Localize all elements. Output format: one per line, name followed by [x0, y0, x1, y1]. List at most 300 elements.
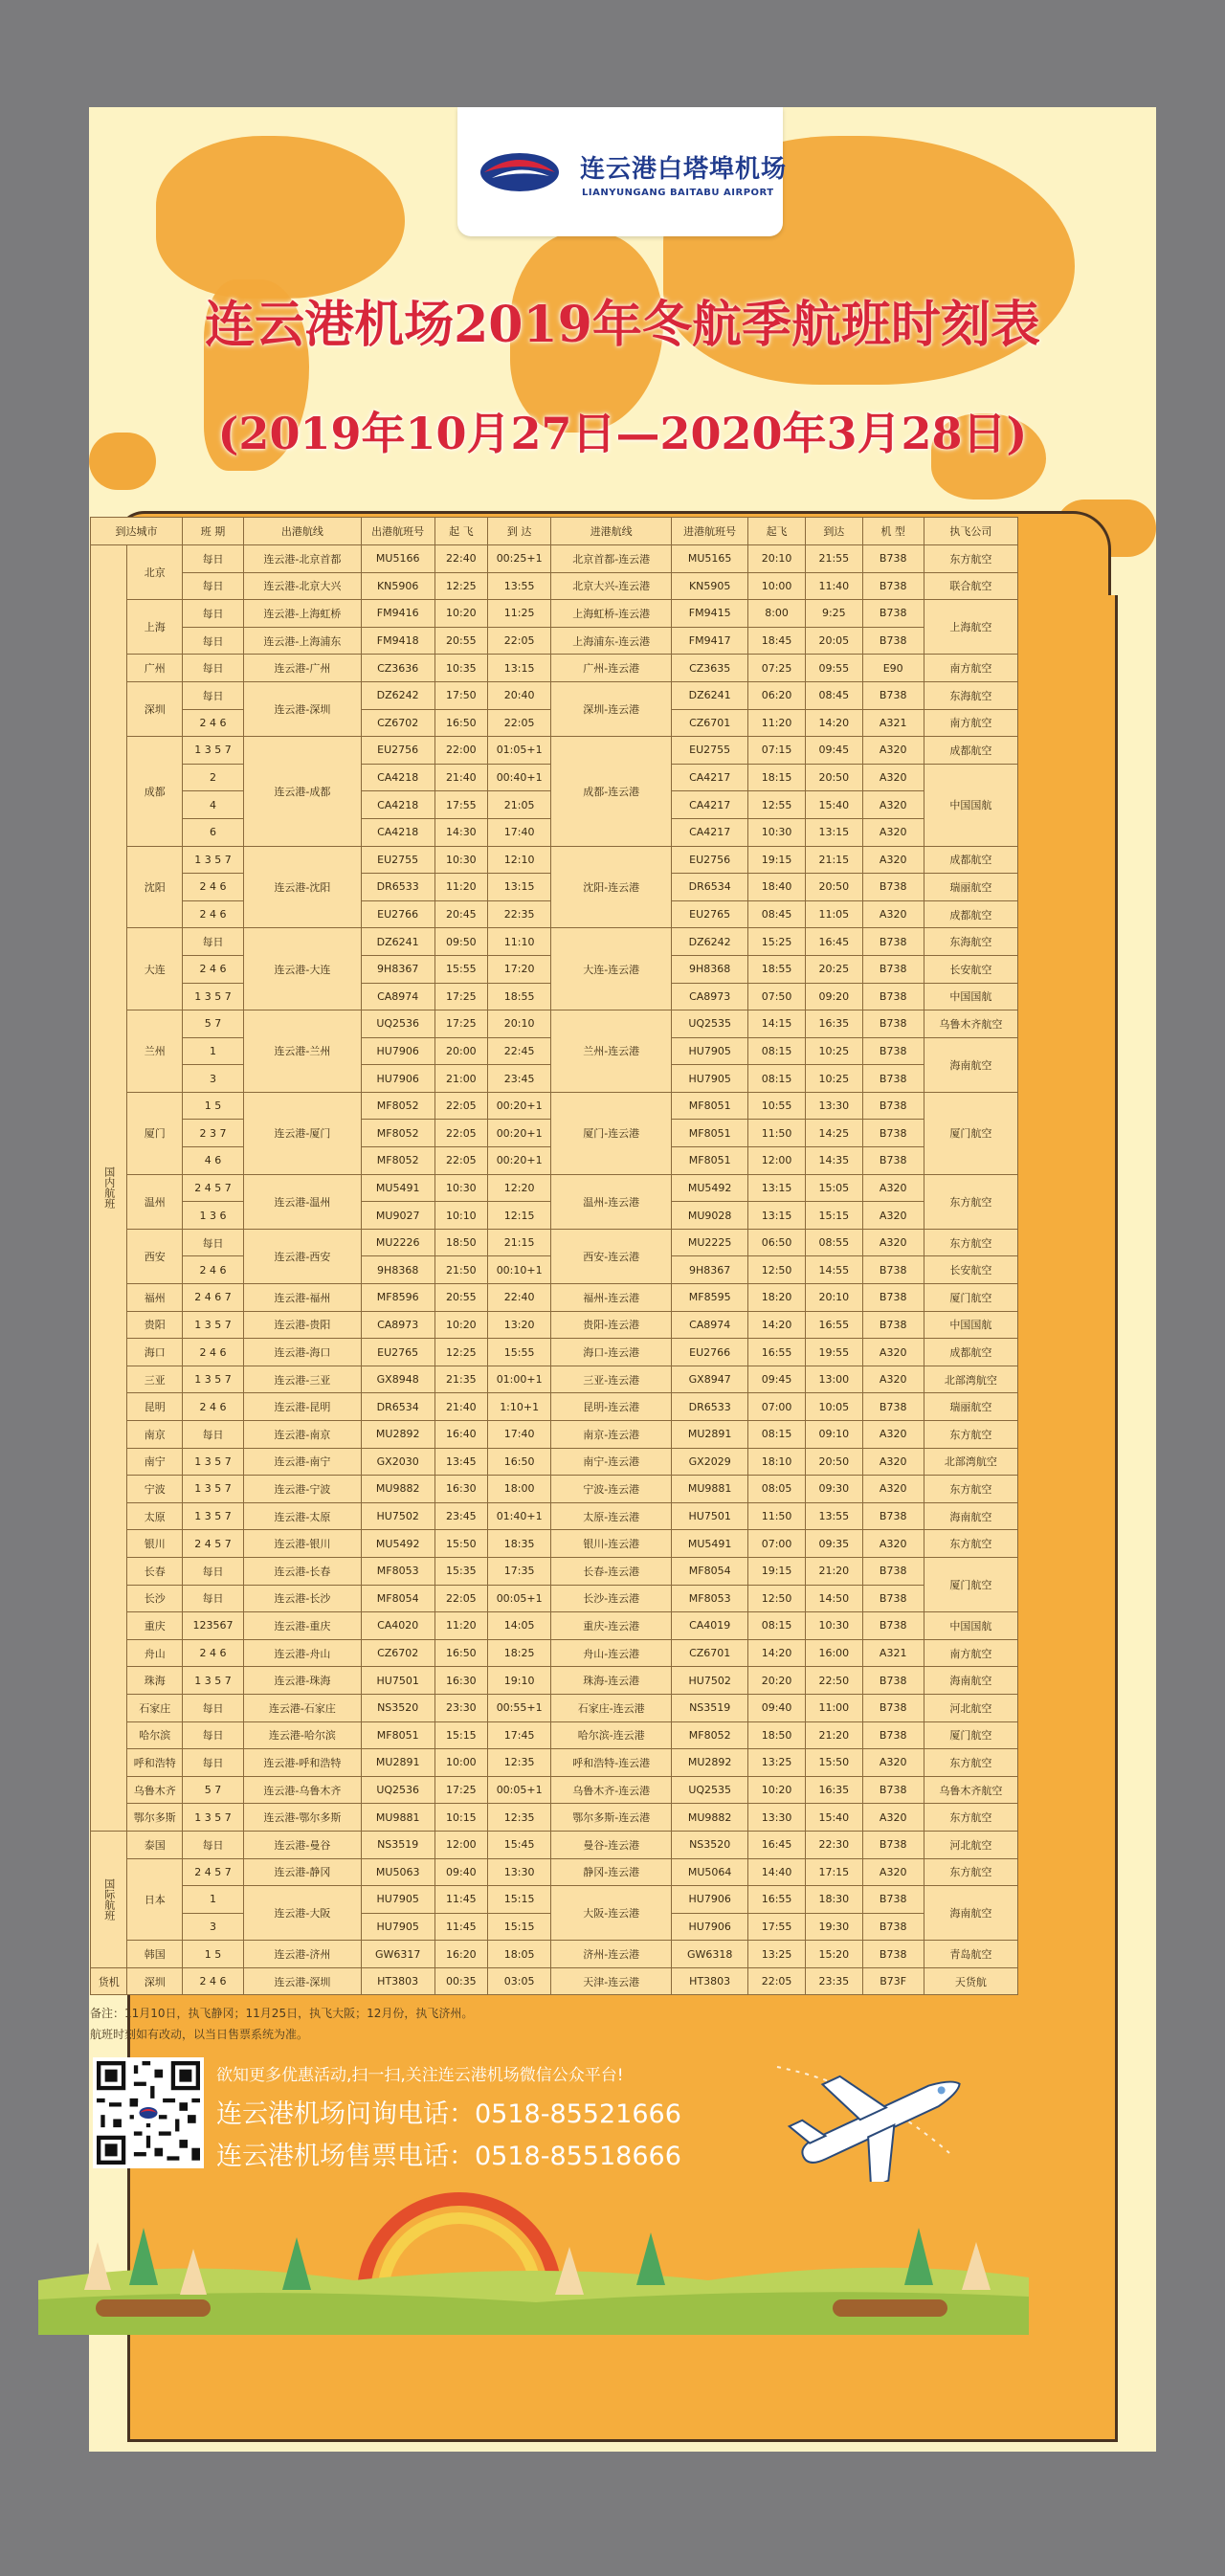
table-cell: CA8973	[672, 983, 748, 1010]
table-cell: 济州-连云港	[551, 1941, 672, 1968]
table-cell: 15:05	[805, 1174, 862, 1202]
table-cell: 08:15	[748, 1612, 806, 1640]
table-cell: HU7906	[672, 1886, 748, 1914]
table-cell: 连云港-沈阳	[244, 846, 362, 928]
table-cell: B738	[862, 928, 924, 956]
table-row	[91, 1585, 1018, 1612]
table-cell: UQ2536	[361, 1776, 434, 1804]
table-cell: 20:10	[488, 1010, 551, 1038]
table-cell: NS3519	[672, 1694, 748, 1721]
table-cell: 2 4 6	[183, 1639, 244, 1667]
table-cell: 瑞丽航空	[924, 1393, 1017, 1421]
table-row	[91, 1174, 1018, 1202]
table-row	[91, 1749, 1018, 1777]
table-cell: A320	[862, 900, 924, 928]
table-cell: A320	[862, 1366, 924, 1393]
table-cell: 21:40	[434, 764, 487, 791]
table-cell: 东方航空	[924, 1229, 1017, 1256]
table-cell: 连云港-曼谷	[244, 1831, 362, 1858]
table-cell: B738	[862, 1612, 924, 1640]
table-cell: 20:00	[434, 1037, 487, 1065]
table-cell: 2 4 6	[183, 955, 244, 983]
table-cell: B738	[862, 1092, 924, 1120]
table-cell: 16:30	[434, 1667, 487, 1695]
table-cell: 13:15	[805, 818, 862, 846]
table-cell: HU7905	[672, 1037, 748, 1065]
column-header: 机 型	[862, 518, 924, 545]
table-cell: 每日	[183, 545, 244, 573]
promo-text: 欲知更多优惠活动,扫一扫,关注连云港机场微信公众平台!	[216, 2066, 624, 2085]
table-cell: 16:45	[748, 1831, 806, 1858]
table-cell: 长沙	[127, 1585, 183, 1612]
table-cell: 珠海-连云港	[551, 1667, 672, 1695]
table-cell: 20:05	[805, 627, 862, 655]
table-cell: 太原-连云港	[551, 1502, 672, 1530]
table-cell: MU9882	[361, 1476, 434, 1503]
table-cell: 1 3 5 7	[183, 1804, 244, 1832]
table-cell: 18:35	[488, 1530, 551, 1558]
table-cell: 上海	[127, 600, 183, 655]
table-cell: 18:50	[434, 1229, 487, 1256]
table-cell: A320	[862, 764, 924, 791]
table-cell: 13:20	[488, 1311, 551, 1339]
table-cell: 19:15	[748, 1557, 806, 1585]
table-cell: 东方航空	[924, 1174, 1017, 1229]
table-cell: 兰州	[127, 1010, 183, 1093]
table-cell: 17:15	[805, 1858, 862, 1886]
table-cell: 8:00	[748, 600, 806, 628]
table-cell: 长安航空	[924, 1256, 1017, 1284]
table-cell: 连云港-厦门	[244, 1092, 362, 1174]
table-cell: 重庆	[127, 1612, 183, 1640]
table-cell: 10:30	[748, 818, 806, 846]
table-cell: 12:00	[434, 1831, 487, 1858]
airport-logo-icon	[479, 151, 561, 193]
table-cell: 鄂尔多斯	[127, 1804, 183, 1832]
table-cell: A320	[862, 1476, 924, 1503]
table-cell: MU2891	[672, 1421, 748, 1449]
table-row	[91, 1339, 1018, 1366]
table-cell: 长春-连云港	[551, 1557, 672, 1585]
table-cell: 连云港-南京	[244, 1421, 362, 1449]
table-cell: 12:50	[748, 1585, 806, 1612]
table-cell: E90	[862, 655, 924, 682]
table-cell: 08:05	[748, 1476, 806, 1503]
table-cell: 连云港-珠海	[244, 1667, 362, 1695]
table-cell: 15:55	[434, 955, 487, 983]
table-cell: 每日	[183, 1557, 244, 1585]
table-cell: 海南航空	[924, 1502, 1017, 1530]
table-cell: HU7502	[672, 1667, 748, 1695]
table-row	[91, 1694, 1018, 1721]
table-row	[91, 846, 1018, 874]
table-cell: 13:00	[805, 1366, 862, 1393]
table-cell: 中国国航	[924, 1612, 1017, 1640]
table-cell: B738	[862, 983, 924, 1010]
table-cell: 00:20+1	[488, 1147, 551, 1175]
table-cell: 东海航空	[924, 681, 1017, 709]
table-cell: 17:35	[488, 1557, 551, 1585]
table-cell: 11:05	[805, 900, 862, 928]
landscape-decoration	[38, 2189, 1029, 2335]
table-cell: UQ2536	[361, 1010, 434, 1038]
table-cell: HU7502	[361, 1502, 434, 1530]
table-cell: CA8974	[361, 983, 434, 1010]
table-cell: 123567	[183, 1612, 244, 1640]
table-cell: 哈尔滨-连云港	[551, 1721, 672, 1749]
table-cell: 深圳	[127, 681, 183, 736]
table-cell: 呼和浩特	[127, 1749, 183, 1777]
table-cell: CA4020	[361, 1612, 434, 1640]
table-cell: 温州	[127, 1174, 183, 1229]
table-cell: 16:55	[748, 1339, 806, 1366]
table-cell: NS3520	[672, 1831, 748, 1858]
table-cell: 2 4 5 7	[183, 1174, 244, 1202]
table-cell: CZ6701	[672, 1639, 748, 1667]
table-cell: A320	[862, 1339, 924, 1366]
table-cell: 17:45	[488, 1721, 551, 1749]
table-cell: 河北航空	[924, 1831, 1017, 1858]
table-row	[91, 1530, 1018, 1558]
column-header: 执飞公司	[924, 518, 1017, 545]
table-body	[91, 545, 1018, 1995]
table-cell: 1 3 5 7	[183, 1667, 244, 1695]
table-cell: 南京-连云港	[551, 1421, 672, 1449]
table-cell: 1 5	[183, 1941, 244, 1968]
table-cell: 4	[183, 791, 244, 819]
table-cell: 15:15	[488, 1913, 551, 1941]
table-row	[91, 737, 1018, 765]
table-cell: 08:45	[748, 900, 806, 928]
table-cell: 每日	[183, 1721, 244, 1749]
table-cell: B738	[862, 1913, 924, 1941]
table-cell: 13:15	[748, 1202, 806, 1230]
table-cell: 12:35	[488, 1804, 551, 1832]
table-cell: 成都航空	[924, 737, 1017, 765]
table-row	[91, 1448, 1018, 1476]
table-cell: MU5491	[672, 1530, 748, 1558]
table-row	[91, 545, 1018, 573]
table-cell: 东方航空	[924, 1804, 1017, 1832]
table-cell: MF8051	[672, 1147, 748, 1175]
table-cell: 珠海	[127, 1667, 183, 1695]
table-cell: 14:20	[748, 1311, 806, 1339]
table-cell: 大连	[127, 928, 183, 1010]
table-cell: DR6534	[361, 1393, 434, 1421]
table-cell: 银川	[127, 1530, 183, 1558]
table-cell: 14:50	[805, 1585, 862, 1612]
table-cell: 温州-连云港	[551, 1174, 672, 1229]
table-cell: 21:20	[805, 1721, 862, 1749]
table-cell: 连云港-宁波	[244, 1476, 362, 1503]
table-cell: 20:10	[805, 1284, 862, 1312]
table-cell: 06:50	[748, 1229, 806, 1256]
table-cell: 11:45	[434, 1913, 487, 1941]
table-cell: EU2755	[361, 846, 434, 874]
table-cell: 18:10	[748, 1448, 806, 1476]
table-cell: 4 6	[183, 1147, 244, 1175]
table-row	[91, 1804, 1018, 1832]
table-cell: 10:20	[748, 1776, 806, 1804]
table-cell: 17:55	[748, 1913, 806, 1941]
table-cell: 银川-连云港	[551, 1530, 672, 1558]
table-cell: B738	[862, 1065, 924, 1093]
table-cell: 16:55	[748, 1886, 806, 1914]
table-cell: 11:20	[434, 874, 487, 901]
column-header: 班 期	[183, 518, 244, 545]
table-cell: B738	[862, 1831, 924, 1858]
table-cell: 西安	[127, 1229, 183, 1283]
table-cell: 00:35	[434, 1967, 487, 1995]
table-cell: 12:25	[434, 1339, 487, 1366]
table-cell: 三亚	[127, 1366, 183, 1393]
table-cell: 舟山-连云港	[551, 1639, 672, 1667]
table-row	[91, 1284, 1018, 1312]
table-cell: 15:40	[805, 1804, 862, 1832]
table-row	[91, 1393, 1018, 1421]
table-cell: 昆明	[127, 1393, 183, 1421]
table-cell: MF8053	[672, 1585, 748, 1612]
table-cell: HU7905	[361, 1886, 434, 1914]
table-cell: B738	[862, 1010, 924, 1038]
table-cell: GX8947	[672, 1366, 748, 1393]
table-cell: 13:30	[488, 1858, 551, 1886]
table-cell: 西安-连云港	[551, 1229, 672, 1283]
table-cell: 10:30	[805, 1612, 862, 1640]
table-cell: 22:05	[748, 1967, 806, 1995]
table-cell: A320	[862, 818, 924, 846]
table-cell: CA4217	[672, 764, 748, 791]
table-cell: 1	[183, 1037, 244, 1065]
table-cell: 14:20	[805, 709, 862, 737]
table-cell: 15:50	[434, 1530, 487, 1558]
table-cell: 北部湾航空	[924, 1448, 1017, 1476]
note-text: 备注：11月10日，执飞静冈；11月25日，执飞大阪；12月份，执飞济州。	[90, 2007, 474, 2020]
table-cell: 18:05	[488, 1941, 551, 1968]
table-cell: CA4218	[361, 818, 434, 846]
table-cell: 20:40	[488, 681, 551, 709]
table-cell: HU7906	[361, 1065, 434, 1093]
table-cell: DZ6241	[672, 681, 748, 709]
table-cell: 连云港-鄂尔多斯	[244, 1804, 362, 1832]
table-cell: EU2766	[361, 900, 434, 928]
table-row	[91, 1886, 1018, 1914]
table-cell: 18:15	[748, 764, 806, 791]
table-cell: 13:30	[805, 1092, 862, 1120]
table-cell: 2 4 6	[183, 709, 244, 737]
table-cell: B738	[862, 1502, 924, 1530]
table-cell: 连云港-贵阳	[244, 1311, 362, 1339]
table-cell: 每日	[183, 1585, 244, 1612]
table-cell: 18:50	[748, 1721, 806, 1749]
table-cell: 14:25	[805, 1120, 862, 1147]
table-cell: 13:45	[434, 1448, 487, 1476]
table-cell: 5 7	[183, 1776, 244, 1804]
table-cell: 连云港-成都	[244, 737, 362, 846]
table-cell: 01:40+1	[488, 1502, 551, 1530]
table-cell: 石家庄-连云港	[551, 1694, 672, 1721]
table-cell: A321	[862, 1639, 924, 1667]
table-cell: 17:40	[488, 818, 551, 846]
table-cell: 连云港-广州	[244, 655, 362, 682]
table-cell: 东方航空	[924, 1749, 1017, 1777]
table-cell: 深圳	[127, 1967, 183, 1995]
table-cell: 石家庄	[127, 1694, 183, 1721]
table-cell: MU5064	[672, 1858, 748, 1886]
table-cell: 12:00	[748, 1147, 806, 1175]
table-cell: 10:30	[434, 1174, 487, 1202]
table-cell: 23:35	[805, 1967, 862, 1995]
table-cell: 09:35	[805, 1530, 862, 1558]
table-cell: 15:50	[805, 1749, 862, 1777]
table-cell: 22:05	[488, 627, 551, 655]
table-cell: 17:55	[434, 791, 487, 819]
table-cell: 厦门航空	[924, 1284, 1017, 1312]
table-cell: 成都航空	[924, 846, 1017, 874]
table-cell: 连云港-哈尔滨	[244, 1721, 362, 1749]
table-cell: B738	[862, 955, 924, 983]
table-cell: 沈阳-连云港	[551, 846, 672, 928]
table-cell: 厦门-连云港	[551, 1092, 672, 1174]
table-cell: HT3803	[672, 1967, 748, 1995]
table-cell: 09:10	[805, 1421, 862, 1449]
table-cell: A320	[862, 1174, 924, 1202]
table-cell: 01:00+1	[488, 1366, 551, 1393]
table-cell: 1:10+1	[488, 1393, 551, 1421]
table-cell: 2 4 6 7	[183, 1284, 244, 1312]
table-row	[91, 1229, 1018, 1256]
table-cell: 东海航空	[924, 928, 1017, 956]
table-cell: 长安航空	[924, 955, 1017, 983]
table-cell: 河北航空	[924, 1694, 1017, 1721]
table-cell: 连云港-太原	[244, 1502, 362, 1530]
table-cell: 中国国航	[924, 983, 1017, 1010]
table-cell: 1 3 5 7	[183, 1448, 244, 1476]
table-cell: CA4218	[361, 764, 434, 791]
table-cell: CZ3635	[672, 655, 748, 682]
table-cell: 2	[183, 764, 244, 791]
table-cell: MU2891	[361, 1749, 434, 1777]
table-cell: 9H8367	[672, 1256, 748, 1284]
table-row	[91, 1858, 1018, 1886]
table-cell: 曼谷-连云港	[551, 1831, 672, 1858]
table-cell: 16:55	[805, 1311, 862, 1339]
airplane-icon	[758, 2048, 978, 2182]
table-cell: 07:00	[748, 1530, 806, 1558]
table-cell: 07:00	[748, 1393, 806, 1421]
table-cell: CA8973	[361, 1311, 434, 1339]
table-cell: GW6317	[361, 1941, 434, 1968]
table-row	[91, 1612, 1018, 1640]
group-label: 货机	[91, 1967, 127, 1995]
table-cell: 22:40	[434, 545, 487, 573]
table-cell: 19:30	[805, 1913, 862, 1941]
table-cell: 18:55	[748, 955, 806, 983]
table-cell: MU2892	[361, 1421, 434, 1449]
table-cell: B738	[862, 874, 924, 901]
table-cell: 厦门	[127, 1092, 183, 1174]
table-cell: 22:05	[434, 1147, 487, 1175]
table-cell: 海南航空	[924, 1037, 1017, 1092]
map-decoration	[156, 136, 405, 299]
table-cell: 22:40	[488, 1284, 551, 1312]
table-cell: 00:20+1	[488, 1092, 551, 1120]
table-cell: 10:25	[805, 1037, 862, 1065]
column-header: 到达	[805, 518, 862, 545]
table-cell: B738	[862, 1120, 924, 1147]
table-cell: 20:50	[805, 1448, 862, 1476]
table-cell: 连云港-长春	[244, 1557, 362, 1585]
table-cell: A320	[862, 1202, 924, 1230]
table-cell: 13:25	[748, 1749, 806, 1777]
table-cell: 10:30	[434, 846, 487, 874]
airport-logo	[457, 107, 788, 236]
table-cell: 每日	[183, 1421, 244, 1449]
table-cell: CZ3636	[361, 655, 434, 682]
table-cell: 12:35	[488, 1749, 551, 1777]
table-cell: EU2756	[361, 737, 434, 765]
table-cell: 太原	[127, 1502, 183, 1530]
table-cell: 哈尔滨	[127, 1721, 183, 1749]
table-cell: 13:15	[748, 1174, 806, 1202]
table-cell: 22:00	[434, 737, 487, 765]
table-cell: 连云港-深圳	[244, 1967, 362, 1995]
table-cell: A320	[862, 1804, 924, 1832]
table-cell: 21:35	[434, 1366, 487, 1393]
table-cell: 联合航空	[924, 572, 1017, 600]
table-cell: MF8052	[672, 1721, 748, 1749]
page-subtitle: (2019年10月27日—2020年3月28日)	[217, 408, 1028, 459]
table-cell: 2 4 6	[183, 1256, 244, 1284]
table-cell: 重庆-连云港	[551, 1612, 672, 1640]
table-cell: 舟山	[127, 1639, 183, 1667]
table-cell: 10:25	[805, 1065, 862, 1093]
table-cell: 00:05+1	[488, 1585, 551, 1612]
table-cell: MF8596	[361, 1284, 434, 1312]
table-cell: A320	[862, 737, 924, 765]
table-row	[91, 1557, 1018, 1585]
table-cell: 连云港-上海浦东	[244, 627, 362, 655]
table-cell: 6	[183, 818, 244, 846]
table-cell: 21:15	[488, 1229, 551, 1256]
table-row	[91, 928, 1018, 956]
table-cell: 1 5	[183, 1092, 244, 1120]
qr-code-icon[interactable]	[93, 2057, 204, 2168]
table-cell: CA4217	[672, 791, 748, 819]
table-cell: CA4218	[361, 791, 434, 819]
table-row	[91, 1639, 1018, 1667]
table-row	[91, 1366, 1018, 1393]
table-cell: 3	[183, 1913, 244, 1941]
table-cell: 连云港-大连	[244, 928, 362, 1010]
table-cell: 01:05+1	[488, 737, 551, 765]
column-header: 进港航线	[551, 518, 672, 545]
table-cell: 14:20	[748, 1639, 806, 1667]
table-cell: EU2766	[672, 1339, 748, 1366]
table-cell: 东方航空	[924, 1530, 1017, 1558]
table-cell: 13:30	[748, 1804, 806, 1832]
table-cell: CZ6702	[361, 709, 434, 737]
table-cell: 11:50	[748, 1502, 806, 1530]
column-header: 起 飞	[434, 518, 487, 545]
table-cell: 17:25	[434, 983, 487, 1010]
table-cell: 乌鲁木齐	[127, 1776, 183, 1804]
table-cell: 22:05	[488, 709, 551, 737]
table-cell: B738	[862, 1694, 924, 1721]
table-cell: 17:50	[434, 681, 487, 709]
table-cell: 00:55+1	[488, 1694, 551, 1721]
table-cell: 韩国	[127, 1941, 183, 1968]
